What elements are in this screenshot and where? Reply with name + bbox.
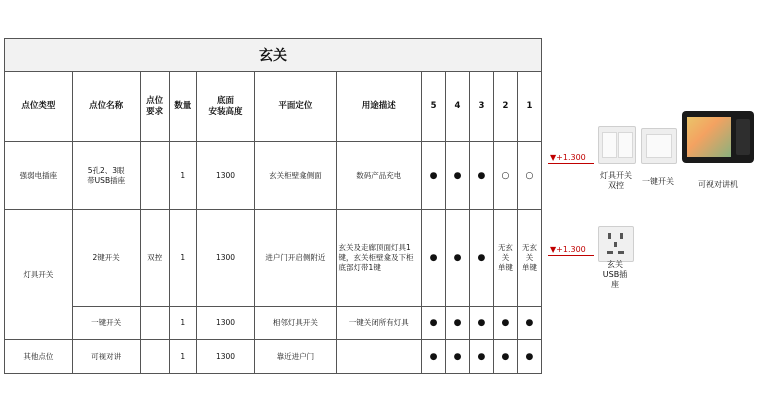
double-switch-icon — [598, 126, 636, 164]
caption-double-switch: 灯具开关 双控 — [600, 171, 632, 190]
header-col-4: 4 — [446, 72, 470, 142]
row-height: 1300 — [196, 307, 254, 340]
caption-one-key-switch: 一键开关 — [642, 177, 674, 186]
header-col-3: 3 — [469, 72, 493, 142]
header-col-2: 2 — [493, 72, 517, 142]
row-col-4: ● — [446, 210, 470, 307]
row-col-3: ● — [469, 340, 493, 374]
header-row — [5, 72, 542, 142]
table-row — [5, 142, 542, 210]
row-qty: 1 — [169, 307, 196, 340]
row-col-5: ● — [422, 340, 446, 374]
row-req — [140, 142, 169, 210]
row-position: 进户门开启侧附近 — [255, 210, 336, 307]
header-position: 平面定位 — [255, 72, 336, 142]
table-row — [5, 307, 542, 340]
header-req: 点位 要求 — [140, 72, 169, 142]
row-col-4: ● — [446, 307, 470, 340]
header-desc: 用途描述 — [336, 72, 422, 142]
row-req — [140, 340, 169, 374]
row-qty: 1 — [169, 142, 196, 210]
header-height: 底面 安装高度 — [196, 72, 254, 142]
header-qty: 数量 — [169, 72, 196, 142]
row-desc: 一键关闭所有灯具 — [336, 307, 422, 340]
row-col-2: 无玄关 单键 — [493, 210, 517, 307]
row-position: 靠近进户门 — [255, 340, 336, 374]
header-col-5: 5 — [422, 72, 446, 142]
intercom-monitor-icon — [682, 111, 754, 163]
row-col-2: ○ — [493, 142, 517, 210]
row-position: 相邻灯具开关 — [255, 307, 336, 340]
caption-intercom: 可视对讲机 — [698, 180, 738, 189]
row-height: 1300 — [196, 210, 254, 307]
table-row — [5, 210, 542, 307]
row-qty: 1 — [169, 210, 196, 307]
row-col-1: 无玄关 单键 — [517, 210, 541, 307]
row-position: 玄关柜壁龛侧面 — [255, 142, 336, 210]
row-req — [140, 307, 169, 340]
row-name: 一键开关 — [72, 307, 140, 340]
row-req: 双控 — [140, 210, 169, 307]
header-name: 点位名称 — [72, 72, 140, 142]
table-title: 玄关 — [5, 39, 542, 72]
row-qty: 1 — [169, 340, 196, 374]
row-col-2: ● — [493, 307, 517, 340]
row-col-5: ● — [422, 142, 446, 210]
row-col-3: ● — [469, 210, 493, 307]
row-desc: 玄关及走廊顶面灯具1键，玄关柜壁龛及下柜底部灯带1键 — [336, 210, 422, 307]
row-col-5: ● — [422, 307, 446, 340]
row-col-3: ● — [469, 142, 493, 210]
height-marker-label: ▼+1.300 — [550, 245, 586, 254]
caption-usb-socket: 玄关 USB插 座 — [602, 260, 628, 289]
table-row — [5, 340, 542, 374]
row-name: 5孔2、3眼 带USB插座 — [72, 142, 140, 210]
row-height: 1300 — [196, 142, 254, 210]
row-desc — [336, 340, 422, 374]
one-key-switch-icon — [641, 128, 677, 164]
row-height: 1300 — [196, 340, 254, 374]
height-marker-label: ▼+1.300 — [550, 153, 586, 162]
row-col-2: ● — [493, 340, 517, 374]
row-name: 2键开关 — [72, 210, 140, 307]
row-col-5: ● — [422, 210, 446, 307]
height-marker-line — [548, 163, 594, 164]
header-type: 点位类型 — [5, 72, 73, 142]
height-marker-line — [548, 255, 594, 256]
row-desc: 数码产品充电 — [336, 142, 422, 210]
header-col-1: 1 — [517, 72, 541, 142]
row-col-3: ● — [469, 307, 493, 340]
row-col-1: ● — [517, 340, 541, 374]
row-col-4: ● — [446, 142, 470, 210]
point-spec-table — [4, 38, 542, 374]
row-type: 强弱电插座 — [5, 142, 73, 210]
row-name: 可视对讲 — [72, 340, 140, 374]
row-col-4: ● — [446, 340, 470, 374]
usb-socket-icon — [598, 226, 634, 262]
row-col-1: ○ — [517, 142, 541, 210]
row-col-1: ● — [517, 307, 541, 340]
row-type: 其他点位 — [5, 340, 73, 374]
row-type: 灯具开关 — [5, 210, 73, 340]
